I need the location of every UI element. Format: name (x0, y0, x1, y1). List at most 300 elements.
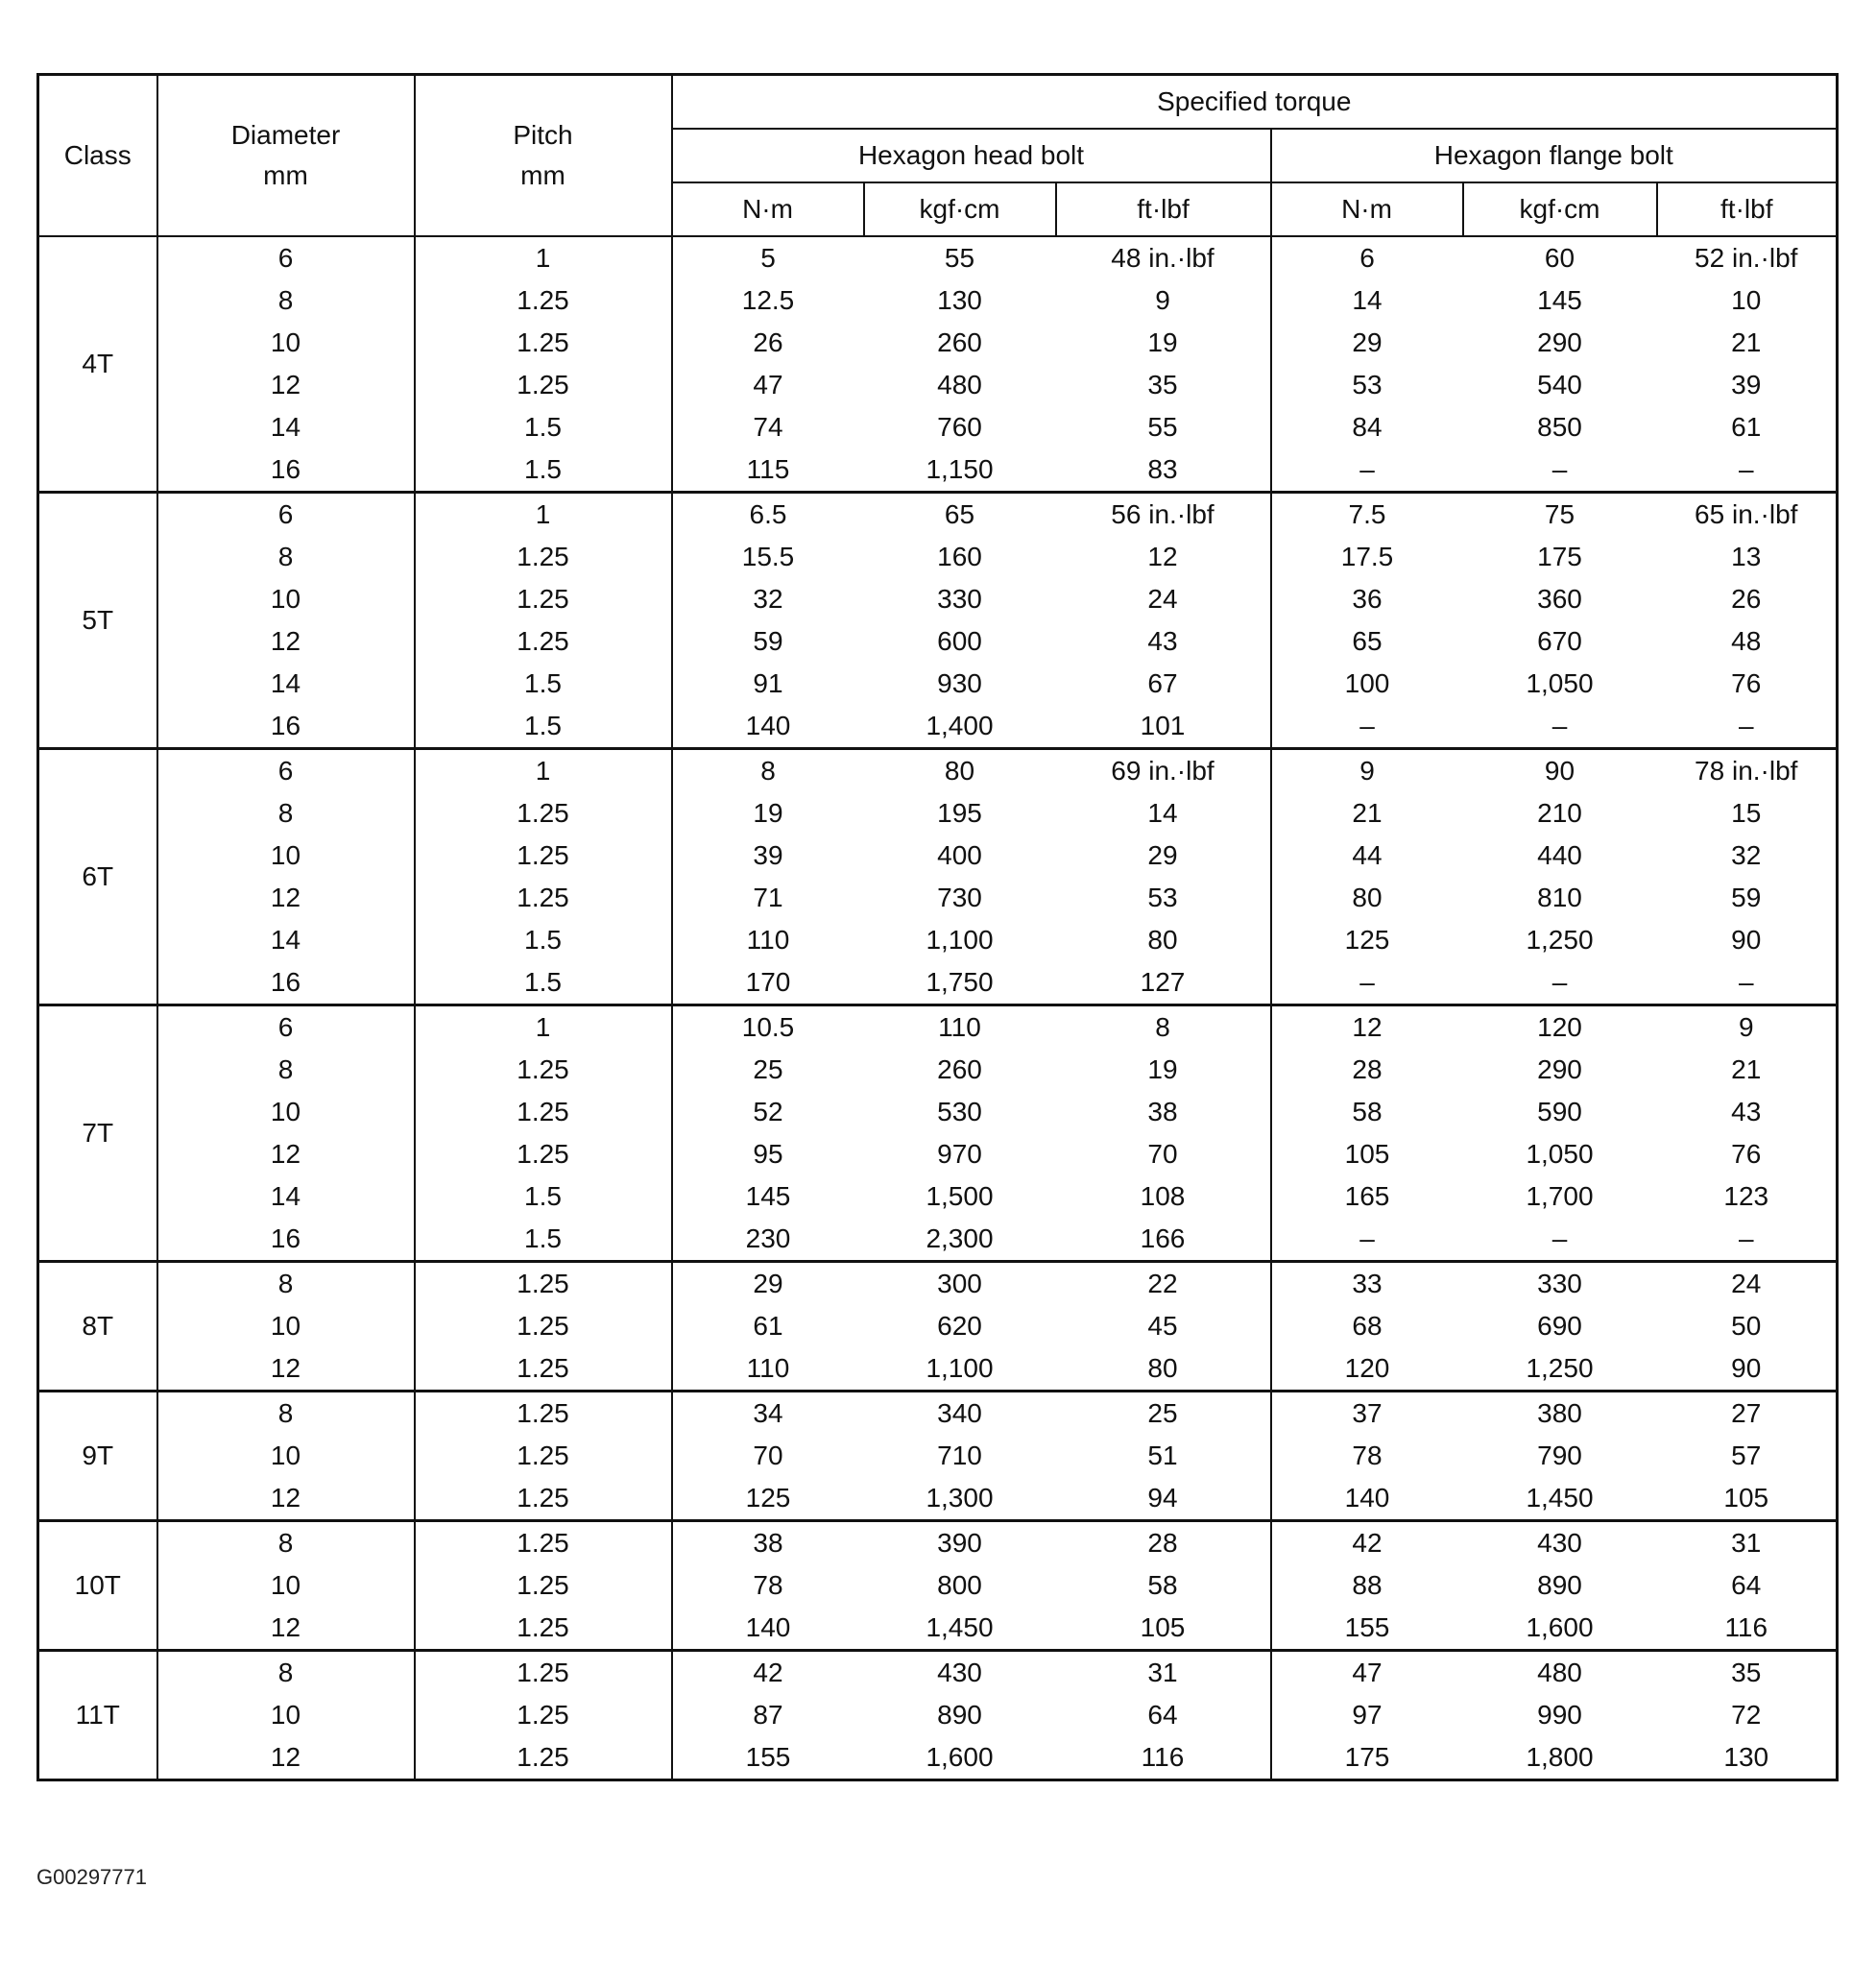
flange-kgfcm-cell: 360 (1537, 584, 1582, 614)
head-kgfcm-cell: 160 (937, 542, 982, 571)
head-nm-cell: 5 (760, 243, 776, 273)
flange-nm-cell: 6 (1359, 243, 1375, 273)
head-kgfcm-cell: 710 (937, 1440, 982, 1470)
flange-kgfcm-cell: 290 (1537, 1054, 1582, 1084)
head-ftlbf-cell: 67 (1056, 663, 1271, 705)
head-nm-cell: 74 (753, 412, 783, 442)
head-nm-cell: 19 (753, 798, 783, 828)
head-kgfcm-cell: 2,300 (926, 1223, 994, 1253)
flange-nm-cell: 78 (1352, 1440, 1383, 1470)
flange-kgfcm-cell: – (1551, 1223, 1568, 1253)
diameter-cell: 12 (157, 620, 415, 663)
head-ftlbf-cell: 53 (1056, 877, 1271, 919)
table-row (38, 620, 1838, 663)
flange-kgfcm-cell: 1,700 (1526, 1181, 1594, 1211)
table-row (38, 1392, 1838, 1436)
head-kgfcm-cell: 620 (937, 1311, 982, 1341)
table-row (38, 1218, 1838, 1262)
diameter-cell: 12 (157, 1607, 415, 1651)
flange-kgfcm-cell: – (1551, 967, 1568, 997)
flange-nm-cell: 97 (1352, 1700, 1383, 1730)
head-nm-cell: 61 (753, 1311, 783, 1341)
head-nm-cell: 26 (753, 327, 783, 357)
pitch-cell: 1.25 (415, 1736, 672, 1780)
header-hexagon-head-bolt: Hexagon head bolt (672, 129, 1271, 182)
flange-nm-cell: 120 (1344, 1353, 1390, 1383)
table-row (38, 1091, 1838, 1133)
flange-nm-cell: 100 (1344, 668, 1390, 698)
head-ftlbf-cell: 48 in.·lbf (1056, 236, 1271, 279)
head-nm-cell: 155 (745, 1742, 791, 1772)
diameter-cell: 6 (157, 1005, 415, 1050)
flange-ftlbf-cell: 57 (1731, 1440, 1762, 1470)
head-kgfcm-cell: 1,500 (926, 1181, 994, 1211)
torque-specification-table (36, 73, 1839, 1781)
flange-ftlbf-cell: 78 in.·lbf (1695, 756, 1798, 786)
pitch-cell: 1.5 (415, 1218, 672, 1262)
head-ftlbf-cell: 105 (1056, 1607, 1271, 1651)
head-nm-cell: 78 (753, 1570, 783, 1600)
flange-ftlbf-cell: 39 (1731, 370, 1762, 399)
flange-kgfcm-cell: 175 (1537, 542, 1582, 571)
diameter-cell: 10 (157, 322, 415, 364)
class-group-10t (38, 1521, 1838, 1651)
pitch-cell: 1.5 (415, 406, 672, 448)
head-nm-cell: 15.5 (741, 542, 795, 571)
table-row (38, 536, 1838, 578)
flange-ftlbf-cell: 32 (1731, 840, 1762, 870)
flange-nm-cell: 47 (1352, 1658, 1383, 1687)
head-ftlbf-cell: 28 (1056, 1521, 1271, 1565)
head-ftlbf-cell: 25 (1056, 1392, 1271, 1436)
table-row (38, 236, 1838, 279)
pitch-cell: 1.25 (415, 536, 672, 578)
head-ftlbf-cell: 45 (1056, 1305, 1271, 1347)
flange-nm-cell: 105 (1344, 1139, 1390, 1169)
table-row (38, 1005, 1838, 1050)
pitch-cell: 1.25 (415, 1262, 672, 1306)
pitch-cell: 1.25 (415, 620, 672, 663)
pitch-cell: 1.25 (415, 1607, 672, 1651)
flange-kgfcm-cell: 540 (1537, 370, 1582, 399)
flange-ftlbf-cell: 10 (1731, 285, 1762, 315)
flange-kgfcm-cell: 1,250 (1526, 925, 1594, 955)
diameter-cell: 12 (157, 1477, 415, 1521)
head-ftlbf-cell: 56 in.·lbf (1056, 493, 1271, 537)
head-nm-cell: 29 (753, 1269, 783, 1298)
class-cell: 6T (38, 749, 157, 1005)
class-cell: 7T (38, 1005, 157, 1262)
flange-nm-cell: 44 (1352, 840, 1383, 870)
head-ftlbf-cell: 83 (1056, 448, 1271, 493)
flange-ftlbf-cell: 31 (1731, 1528, 1762, 1558)
header-pitch-unit: mm (520, 160, 565, 190)
head-kgfcm-cell: 1,100 (926, 925, 994, 955)
head-ftlbf-cell: 69 in.·lbf (1056, 749, 1271, 793)
head-nm-cell: 145 (745, 1181, 791, 1211)
diameter-cell: 12 (157, 877, 415, 919)
flange-nm-cell: 9 (1359, 756, 1375, 786)
diameter-cell: 10 (157, 578, 415, 620)
flange-kgfcm-cell: 1,800 (1526, 1742, 1594, 1772)
table-row (38, 877, 1838, 919)
head-ftlbf-cell: 43 (1056, 620, 1271, 663)
pitch-cell: 1.25 (415, 364, 672, 406)
table-row (38, 493, 1838, 537)
head-kgfcm-cell: 1,300 (926, 1483, 994, 1513)
flange-ftlbf-cell: 65 in.·lbf (1695, 499, 1798, 529)
flange-ftlbf-cell: 61 (1731, 412, 1762, 442)
flange-kgfcm-cell: 890 (1537, 1570, 1582, 1600)
flange-kgfcm-cell: 210 (1537, 798, 1582, 828)
flange-kgfcm-cell: 290 (1537, 327, 1582, 357)
diameter-cell: 6 (157, 749, 415, 793)
table-row (38, 1347, 1838, 1392)
head-nm-cell: 140 (745, 711, 791, 740)
diameter-cell: 10 (157, 1694, 415, 1736)
head-nm-cell: 34 (753, 1398, 783, 1428)
table-row (38, 1521, 1838, 1565)
diameter-cell: 8 (157, 536, 415, 578)
flange-ftlbf-cell: 52 in.·lbf (1695, 243, 1798, 273)
flange-kgfcm-cell: 670 (1537, 626, 1582, 656)
header-unit-head-ftlbf: ft·lbf (1056, 182, 1271, 236)
diameter-cell: 10 (157, 1564, 415, 1607)
head-nm-cell: 10.5 (741, 1012, 795, 1042)
header-unit-flange-kgfcm: kgf·cm (1463, 182, 1657, 236)
table-row (38, 961, 1838, 1005)
diameter-cell: 12 (157, 364, 415, 406)
pitch-cell: 1 (415, 236, 672, 279)
pitch-cell: 1.25 (415, 1392, 672, 1436)
flange-ftlbf-cell: 105 (1723, 1483, 1769, 1513)
flange-kgfcm-cell: 90 (1544, 756, 1575, 786)
flange-nm-cell: – (1359, 967, 1375, 997)
head-nm-cell: 71 (753, 883, 783, 912)
flange-kgfcm-cell: 1,450 (1526, 1483, 1594, 1513)
flange-kgfcm-cell: – (1551, 454, 1568, 484)
pitch-cell: 1.5 (415, 448, 672, 493)
head-kgfcm-cell: 195 (937, 798, 982, 828)
pitch-cell: 1.25 (415, 1049, 672, 1091)
table-row (38, 1435, 1838, 1477)
diameter-cell: 14 (157, 919, 415, 961)
flange-kgfcm-cell: 120 (1537, 1012, 1582, 1042)
head-kgfcm-cell: 260 (937, 1054, 982, 1084)
head-ftlbf-cell: 29 (1056, 835, 1271, 877)
pitch-cell: 1.25 (415, 578, 672, 620)
head-nm-cell: 25 (753, 1054, 783, 1084)
diameter-cell: 10 (157, 1435, 415, 1477)
flange-nm-cell: 125 (1344, 925, 1390, 955)
pitch-cell: 1.25 (415, 792, 672, 835)
flange-nm-cell: – (1359, 711, 1375, 740)
flange-kgfcm-cell: 1,600 (1526, 1612, 1594, 1642)
head-kgfcm-cell: 1,750 (926, 967, 994, 997)
head-ftlbf-cell: 80 (1056, 919, 1271, 961)
flange-ftlbf-cell: 35 (1731, 1658, 1762, 1687)
header-pitch (415, 75, 672, 237)
class-group-4t (38, 236, 1838, 493)
diameter-cell: 8 (157, 1651, 415, 1695)
head-nm-cell: 230 (745, 1223, 791, 1253)
head-ftlbf-cell: 12 (1056, 536, 1271, 578)
flange-nm-cell: 36 (1352, 584, 1383, 614)
table-row (38, 1175, 1838, 1218)
flange-ftlbf-cell: 123 (1723, 1181, 1769, 1211)
flange-ftlbf-cell: 76 (1731, 1139, 1762, 1169)
head-kgfcm-cell: 130 (937, 285, 982, 315)
head-ftlbf-cell: 24 (1056, 578, 1271, 620)
flange-ftlbf-cell: – (1738, 454, 1754, 484)
pitch-cell: 1.25 (415, 1477, 672, 1521)
table-row (38, 1694, 1838, 1736)
pitch-cell: 1.25 (415, 1435, 672, 1477)
flange-nm-cell: 65 (1352, 626, 1383, 656)
head-kgfcm-cell: 890 (937, 1700, 982, 1730)
flange-ftlbf-cell: 27 (1731, 1398, 1762, 1428)
class-group-9t (38, 1392, 1838, 1521)
head-ftlbf-cell: 51 (1056, 1435, 1271, 1477)
flange-ftlbf-cell: 76 (1731, 668, 1762, 698)
header-diameter-label: Diameter (230, 120, 341, 150)
head-nm-cell: 140 (745, 1612, 791, 1642)
pitch-cell: 1.5 (415, 1175, 672, 1218)
flange-kgfcm-cell: 590 (1537, 1097, 1582, 1126)
head-nm-cell: 39 (753, 840, 783, 870)
pitch-cell: 1.5 (415, 705, 672, 749)
diameter-cell: 14 (157, 1175, 415, 1218)
class-cell: 9T (38, 1392, 157, 1521)
flange-kgfcm-cell: 440 (1537, 840, 1582, 870)
head-kgfcm-cell: 1,450 (926, 1612, 994, 1642)
head-ftlbf-cell: 101 (1056, 705, 1271, 749)
pitch-cell: 1.25 (415, 1133, 672, 1175)
flange-nm-cell: 42 (1352, 1528, 1383, 1558)
flange-ftlbf-cell: 72 (1731, 1700, 1762, 1730)
flange-ftlbf-cell: 24 (1731, 1269, 1762, 1298)
head-ftlbf-cell: 19 (1056, 1049, 1271, 1091)
diameter-cell: 8 (157, 1049, 415, 1091)
flange-nm-cell: 80 (1352, 883, 1383, 912)
flange-kgfcm-cell: 145 (1537, 285, 1582, 315)
head-ftlbf-cell: 166 (1056, 1218, 1271, 1262)
pitch-cell: 1.25 (415, 1521, 672, 1565)
pitch-cell: 1.5 (415, 961, 672, 1005)
head-ftlbf-cell: 8 (1056, 1005, 1271, 1050)
class-cell: 10T (38, 1521, 157, 1651)
flange-nm-cell: 58 (1352, 1097, 1383, 1126)
head-nm-cell: 91 (753, 668, 783, 698)
table-row (38, 1133, 1838, 1175)
pitch-cell: 1.25 (415, 877, 672, 919)
flange-ftlbf-cell: 48 (1731, 626, 1762, 656)
header-diameter-unit: mm (263, 160, 308, 190)
diameter-cell: 8 (157, 1262, 415, 1306)
flange-ftlbf-cell: 9 (1738, 1012, 1754, 1042)
pitch-cell: 1.25 (415, 1564, 672, 1607)
flange-nm-cell: 140 (1344, 1483, 1390, 1513)
class-group-11t (38, 1651, 1838, 1780)
class-cell: 8T (38, 1262, 157, 1392)
flange-kgfcm-cell: 1,050 (1526, 668, 1594, 698)
table-row (38, 1262, 1838, 1306)
diameter-cell: 16 (157, 448, 415, 493)
flange-ftlbf-cell: 26 (1731, 584, 1762, 614)
head-nm-cell: 170 (745, 967, 791, 997)
flange-ftlbf-cell: 13 (1731, 542, 1762, 571)
head-nm-cell: 115 (746, 454, 790, 484)
table-row (38, 1477, 1838, 1521)
diameter-cell: 6 (157, 236, 415, 279)
pitch-cell: 1.25 (415, 1694, 672, 1736)
head-nm-cell: 38 (753, 1528, 783, 1558)
header-unit-head-kgfcm: kgf·cm (864, 182, 1056, 236)
head-ftlbf-cell: 127 (1056, 961, 1271, 1005)
flange-nm-cell: 68 (1352, 1311, 1383, 1341)
header-diameter (157, 75, 415, 237)
head-kgfcm-cell: 600 (937, 626, 982, 656)
pitch-cell: 1.25 (415, 1091, 672, 1133)
head-ftlbf-cell: 80 (1056, 1347, 1271, 1392)
flange-ftlbf-cell: 130 (1723, 1742, 1769, 1772)
table-header (38, 75, 1838, 237)
flange-nm-cell: – (1359, 1223, 1375, 1253)
pitch-cell: 1.25 (415, 1305, 672, 1347)
head-nm-cell: 52 (753, 1097, 783, 1126)
head-nm-cell: 59 (753, 626, 783, 656)
flange-kgfcm-cell: 790 (1537, 1440, 1582, 1470)
head-ftlbf-cell: 116 (1056, 1736, 1271, 1780)
head-kgfcm-cell: 730 (937, 883, 982, 912)
flange-nm-cell: 37 (1352, 1398, 1383, 1428)
flange-nm-cell: 29 (1352, 327, 1383, 357)
flange-nm-cell: 53 (1352, 370, 1383, 399)
header-unit-head-nm: N·m (672, 182, 864, 236)
diameter-cell: 16 (157, 705, 415, 749)
class-group-5t (38, 493, 1838, 749)
diameter-cell: 10 (157, 1091, 415, 1133)
flange-ftlbf-cell: 116 (1724, 1612, 1768, 1642)
flange-ftlbf-cell: 90 (1731, 925, 1762, 955)
flange-kgfcm-cell: 330 (1537, 1269, 1582, 1298)
table-row (38, 705, 1838, 749)
head-nm-cell: 110 (746, 1353, 790, 1383)
pitch-cell: 1.25 (415, 835, 672, 877)
head-nm-cell: 6.5 (749, 499, 787, 529)
head-ftlbf-cell: 19 (1056, 322, 1271, 364)
table-row (38, 279, 1838, 322)
flange-nm-cell: 175 (1344, 1742, 1390, 1772)
head-kgfcm-cell: 55 (944, 243, 975, 273)
flange-nm-cell: 21 (1352, 798, 1383, 828)
diameter-cell: 10 (157, 835, 415, 877)
head-ftlbf-cell: 35 (1056, 364, 1271, 406)
header-unit-flange-ftlbf: ft·lbf (1657, 182, 1838, 236)
header-hexagon-flange-bolt: Hexagon flange bolt (1271, 129, 1838, 182)
head-kgfcm-cell: 390 (937, 1528, 982, 1558)
class-group-8t (38, 1262, 1838, 1392)
head-ftlbf-cell: 58 (1056, 1564, 1271, 1607)
head-kgfcm-cell: 970 (937, 1139, 982, 1169)
head-ftlbf-cell: 9 (1056, 279, 1271, 322)
flange-nm-cell: 155 (1344, 1612, 1390, 1642)
flange-kgfcm-cell: 990 (1537, 1700, 1582, 1730)
flange-nm-cell: 14 (1352, 285, 1383, 315)
table-row (38, 835, 1838, 877)
head-nm-cell: 12.5 (741, 285, 795, 315)
diameter-cell: 12 (157, 1133, 415, 1175)
head-nm-cell: 42 (753, 1658, 783, 1687)
table-row (38, 1564, 1838, 1607)
flange-kgfcm-cell: 380 (1537, 1398, 1582, 1428)
head-kgfcm-cell: 110 (938, 1012, 981, 1042)
pitch-cell: 1.5 (415, 663, 672, 705)
pitch-cell: 1.25 (415, 1651, 672, 1695)
flange-kgfcm-cell: 690 (1537, 1311, 1582, 1341)
table-row (38, 1736, 1838, 1780)
flange-kgfcm-cell: 430 (1537, 1528, 1582, 1558)
head-ftlbf-cell: 38 (1056, 1091, 1271, 1133)
flange-kgfcm-cell: 60 (1544, 243, 1575, 273)
head-kgfcm-cell: 300 (937, 1269, 982, 1298)
head-kgfcm-cell: 330 (937, 584, 982, 614)
head-nm-cell: 95 (753, 1139, 783, 1169)
head-nm-cell: 110 (746, 925, 790, 955)
head-ftlbf-cell: 55 (1056, 406, 1271, 448)
head-kgfcm-cell: 930 (937, 668, 982, 698)
flange-ftlbf-cell: – (1738, 711, 1754, 740)
header-unit-flange-nm: N·m (1271, 182, 1463, 236)
head-ftlbf-cell: 108 (1056, 1175, 1271, 1218)
pitch-cell: 1.25 (415, 279, 672, 322)
head-kgfcm-cell: 260 (937, 327, 982, 357)
flange-ftlbf-cell: 43 (1731, 1097, 1762, 1126)
head-kgfcm-cell: 430 (937, 1658, 982, 1687)
flange-ftlbf-cell: 21 (1731, 327, 1762, 357)
flange-kgfcm-cell: 1,250 (1526, 1353, 1594, 1383)
flange-ftlbf-cell: 90 (1731, 1353, 1762, 1383)
table-row (38, 749, 1838, 793)
class-group-6t (38, 749, 1838, 1005)
flange-ftlbf-cell: 21 (1731, 1054, 1762, 1084)
table-row (38, 406, 1838, 448)
head-kgfcm-cell: 400 (937, 840, 982, 870)
table-row (38, 1305, 1838, 1347)
table-row (38, 448, 1838, 493)
head-nm-cell: 70 (753, 1440, 783, 1470)
head-ftlbf-cell: 31 (1056, 1651, 1271, 1695)
head-ftlbf-cell: 70 (1056, 1133, 1271, 1175)
diameter-cell: 14 (157, 663, 415, 705)
class-group-7t (38, 1005, 1838, 1262)
diameter-cell: 8 (157, 792, 415, 835)
head-kgfcm-cell: 340 (937, 1398, 982, 1428)
head-nm-cell: 32 (753, 584, 783, 614)
head-nm-cell: 47 (753, 370, 783, 399)
flange-ftlbf-cell: 50 (1731, 1311, 1762, 1341)
head-kgfcm-cell: 1,150 (926, 454, 994, 484)
head-kgfcm-cell: 800 (937, 1570, 982, 1600)
diameter-cell: 16 (157, 961, 415, 1005)
flange-ftlbf-cell: 64 (1731, 1570, 1762, 1600)
flange-nm-cell: 17.5 (1340, 542, 1394, 571)
flange-kgfcm-cell: 1,050 (1526, 1139, 1594, 1169)
flange-ftlbf-cell: – (1738, 1223, 1754, 1253)
pitch-cell: 1.5 (415, 919, 672, 961)
table-row (38, 1049, 1838, 1091)
flange-ftlbf-cell: 15 (1731, 798, 1762, 828)
